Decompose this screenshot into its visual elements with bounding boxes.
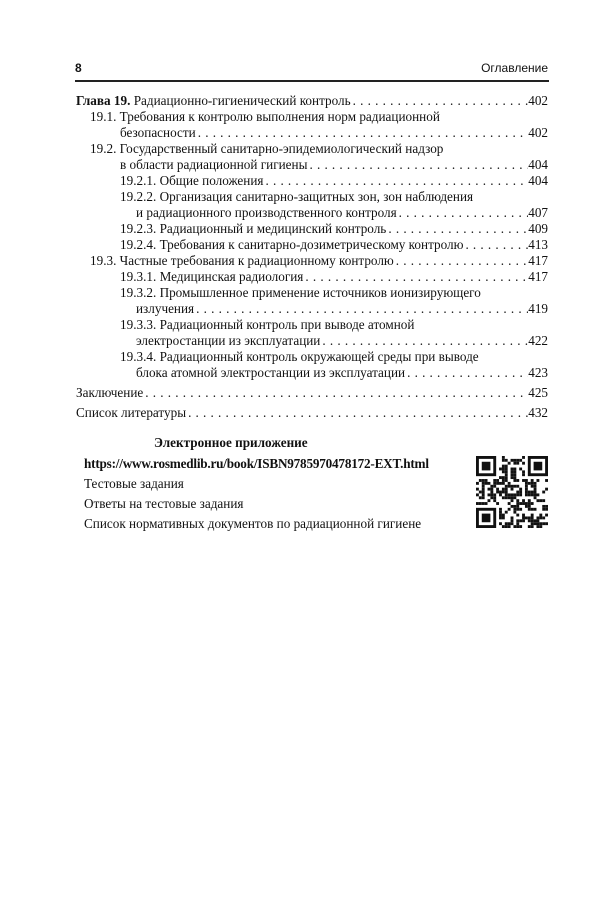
dot-leader <box>405 365 528 381</box>
toc-entry[interactable] <box>120 173 548 189</box>
page-ref: 422 <box>528 333 548 348</box>
toc-text: электростанции из эксплуатации <box>136 333 321 348</box>
toc-text: 19.2.4. Требования к санитарно-дозиметрическому контролю <box>120 237 464 252</box>
toc-text: 19.2.1. Общие положения <box>120 173 264 188</box>
toc-entry[interactable] <box>76 405 548 421</box>
toc-text: 19.2.3. Радиационный и медицинский контроль <box>120 221 387 236</box>
toc-entry[interactable] <box>136 333 548 349</box>
dot-leader <box>320 333 528 349</box>
page-ref: 423 <box>528 365 548 380</box>
toc-text: 19.3.1. Медицинская радиология <box>120 269 304 284</box>
page-ref: 404 <box>528 157 548 172</box>
toc-text: Список литературы <box>76 405 187 420</box>
dot-leader <box>194 301 528 317</box>
page-ref: 425 <box>528 385 548 400</box>
toc-line <box>120 189 548 205</box>
dot-leader <box>186 405 528 421</box>
running-header: Оглавление <box>481 61 548 75</box>
toc-text: в области радиационной гигиены <box>120 157 308 172</box>
toc-line <box>120 317 548 333</box>
toc-entry[interactable] <box>136 365 548 381</box>
page-ref: 404 <box>528 173 548 188</box>
page-ref: 417 <box>528 269 548 284</box>
toc-entry[interactable] <box>90 253 548 269</box>
toc-text: 19.3.2. Промышленное применение источников ионизирующего <box>120 285 481 300</box>
toc-line <box>120 285 548 301</box>
dot-leader <box>394 253 528 269</box>
toc-line <box>120 349 548 365</box>
page-ref: 419 <box>528 301 548 316</box>
dot-leader <box>386 221 528 237</box>
toc-line <box>90 141 548 157</box>
dot-leader <box>143 385 528 401</box>
toc-text: Радиационно-гигиенический контроль <box>133 93 351 108</box>
appendix-url[interactable]: https://www.rosmedlib.ru/book/ISBN9785970478172-EXT.html <box>84 456 429 471</box>
toc-text: 19.3.4. Радиационный контроль окружающей среды при выводе <box>120 349 479 364</box>
toc-entry[interactable] <box>120 221 548 237</box>
appendix-item[interactable]: Ответы на тестовые задания <box>84 496 244 511</box>
appendix-item[interactable]: Тестовые задания <box>84 476 184 491</box>
toc-entry[interactable] <box>136 301 548 317</box>
qr-code[interactable] <box>476 456 548 528</box>
toc-entry[interactable] <box>76 93 548 109</box>
toc-line <box>90 109 548 125</box>
page-number: 8 <box>75 61 82 75</box>
toc-entry[interactable] <box>136 205 548 221</box>
toc-entry[interactable] <box>120 269 548 285</box>
dot-leader <box>303 269 528 285</box>
dot-leader <box>263 173 528 189</box>
chapter-label: Глава 19. <box>76 93 131 108</box>
toc-text: 19.3.3. Радиационный контроль при выводе атомной <box>120 317 415 332</box>
toc-entry[interactable] <box>120 157 548 173</box>
toc-text: излучения <box>136 301 195 316</box>
dot-leader <box>397 205 529 221</box>
page-ref: 402 <box>528 125 548 140</box>
dot-leader <box>307 157 528 173</box>
appendix-item[interactable]: Список нормативных документов по радиационной гигиене <box>84 516 422 531</box>
page-ref: 407 <box>528 205 548 220</box>
page-ref: 413 <box>528 237 548 252</box>
appendix-title: Электронное приложение <box>154 435 308 450</box>
dot-leader <box>196 125 529 141</box>
dot-leader <box>351 93 529 109</box>
toc-text: блока атомной электростанции из эксплуатации <box>136 365 406 380</box>
page-ref: 432 <box>528 405 548 420</box>
toc-text: 19.2.2. Организация санитарно-защитных зон, зон наблюдения <box>120 189 474 204</box>
toc-entry[interactable] <box>76 385 548 401</box>
toc-text: 19.2. Государственный санитарно-эпидемиологический надзор <box>90 141 444 156</box>
toc-text: 19.3. Частные требования к радиационному контролю <box>90 253 394 268</box>
page-ref: 409 <box>528 221 548 236</box>
dot-leader <box>463 237 528 253</box>
toc-entry[interactable] <box>120 237 548 253</box>
toc-text: 19.1. Требования к контролю выполнения норм радиационной <box>90 109 440 124</box>
header-rule <box>75 80 549 82</box>
toc-text: и радиационного производственного контроля <box>136 205 397 220</box>
page-ref: 417 <box>528 253 548 268</box>
toc-entry[interactable] <box>120 125 548 141</box>
page-ref: 402 <box>528 93 548 108</box>
toc-text: Заключение <box>76 385 144 400</box>
toc-text: безопасности <box>120 125 196 140</box>
